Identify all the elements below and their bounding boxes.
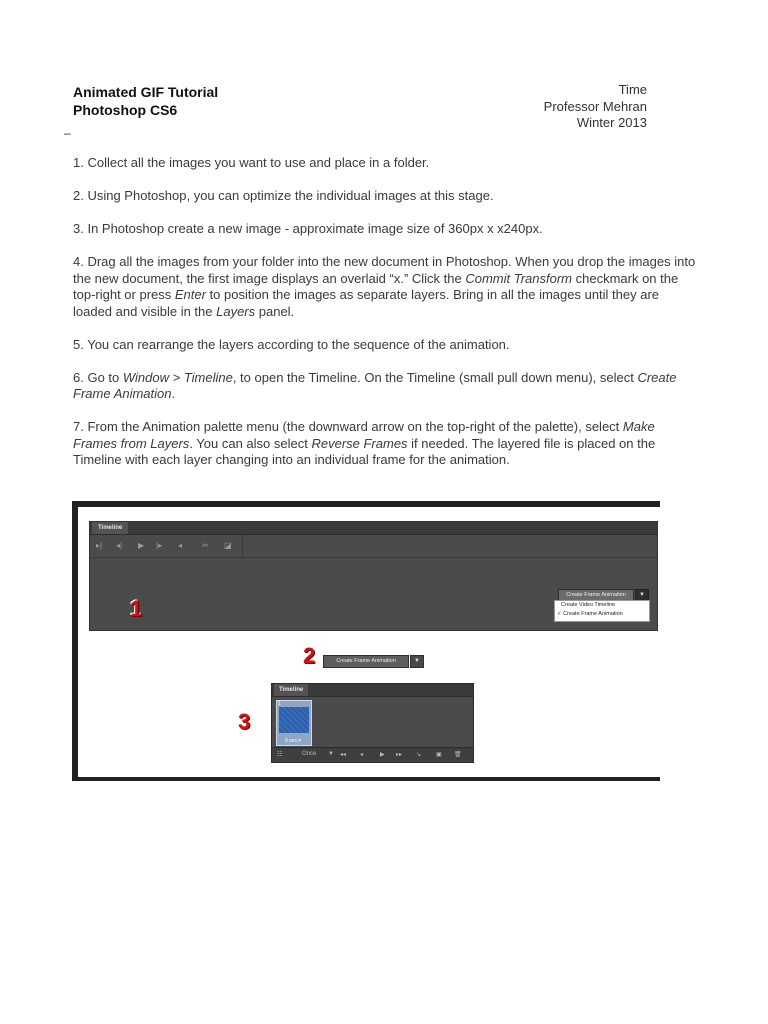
duplicate-frame-icon[interactable]: ▣	[436, 752, 442, 758]
next-frame-icon-3[interactable]: ▸▸	[396, 752, 403, 758]
step-7-reverse-frames: Reverse Frames	[311, 435, 408, 451]
play-icon-3[interactable]: ▶	[380, 752, 385, 758]
tween-icon[interactable]: ↘	[416, 752, 422, 758]
loop-select[interactable]: Once	[302, 751, 317, 757]
playback-controls	[90, 535, 243, 558]
step-4-text: to position the images as separate layers. Bring in all the images until they are loaded and visible in the	[73, 287, 660, 319]
figure-border-bottom	[72, 777, 660, 781]
document-subtitle: Photoshop CS6	[73, 102, 178, 118]
previous-frame-icon[interactable]: ◂|	[116, 541, 123, 550]
step-4	[73, 254, 701, 320]
scissors-icon[interactable]: ✂	[202, 541, 209, 550]
figure-border-left	[72, 501, 78, 781]
timeline-tabbar-3	[272, 684, 473, 697]
frame-number: 1	[278, 701, 281, 707]
timeline-ruler	[242, 535, 657, 558]
menu-item-create-video-timeline[interactable]: Create Video Timeline	[561, 602, 616, 608]
convert-timeline-icon[interactable]: ☷	[277, 752, 283, 758]
instructions-body	[73, 155, 701, 485]
loop-dropdown-icon[interactable]: ▼	[328, 751, 334, 757]
step-7-text: if needed. The layered file is placed on the Timeline with each layer changing into an individual frame for the animation.	[73, 435, 656, 467]
step-4-layers: Layers	[216, 303, 256, 319]
document-header-right	[544, 82, 647, 132]
marker-2: 2	[303, 643, 316, 668]
timeline-screenshot-figure	[72, 501, 660, 781]
step-6-create-frame-animation: Create Frame Animation	[73, 369, 677, 401]
first-frame-icon[interactable]: ▸|	[96, 541, 103, 550]
step-6-text: .	[171, 386, 176, 401]
step-6	[73, 370, 701, 403]
document-title: Animated GIF Tutorial	[73, 84, 219, 100]
step-4-text: checkmark on the top-right or press	[73, 270, 679, 302]
tab-timeline-3[interactable]: Timeline	[274, 684, 308, 696]
step-7-text: 7. From the Animation palette menu (the downward arrow on the top-right of the palette), select	[73, 419, 623, 434]
document-header-left	[73, 83, 218, 119]
step-6-window-timeline: Window > Timeline	[122, 369, 233, 385]
frame-delay-select[interactable]: 0 sec.▾	[285, 738, 301, 744]
dropdown-arrow-icon-2[interactable]: ▼	[410, 655, 424, 668]
animation-frame[interactable]	[276, 700, 312, 746]
step-1: 1. Collect all the images you want to use and place in a folder.	[73, 155, 430, 170]
dropdown-arrow-icon[interactable]: ▼	[635, 589, 649, 601]
header-time: Time	[618, 82, 647, 97]
timeline-tabbar	[90, 522, 657, 535]
create-frame-animation-button-2[interactable]: Create Frame Animation	[323, 655, 409, 668]
create-frame-animation-button[interactable]: Create Frame Animation	[558, 589, 634, 601]
step-2: 2. Using Photoshop, you can optimize the individual images at this stage.	[73, 188, 494, 203]
step-7-make-frames: Make Frames from Layers	[73, 419, 655, 451]
transition-icon[interactable]: ◪	[224, 541, 232, 550]
marker-1: 1	[130, 596, 143, 621]
header-term: Winter 2013	[576, 115, 647, 130]
timeline-panel-1	[89, 521, 658, 631]
previous-frame-icon-3[interactable]: ◂	[360, 752, 364, 758]
header-professor: Professor Mehran	[543, 98, 647, 114]
step-6-text: , to open the Timeline. On the Timeline (small pull down menu), select	[232, 369, 638, 385]
step-4-text: 4. Drag all the images from your folder into the new document in Photoshop. When you drop the images into the new document, the first image displays an overlaid “x.” Click the	[73, 254, 696, 286]
header-dash: –	[64, 126, 71, 140]
step-5: 5. You can rearrange the layers according to the sequence of the animation.	[73, 336, 510, 352]
step-3: 3. In Photoshop create a new image - approximate image size of 360px x x240px.	[73, 221, 543, 236]
next-frame-icon[interactable]: |▸	[156, 541, 163, 550]
step-4-enter: Enter	[174, 287, 206, 302]
menu-item-create-frame-animation[interactable]: ✓ Create Frame Animation	[557, 611, 623, 617]
timeline-panel-3	[271, 683, 474, 763]
step-4-commit-transform: Commit Transform	[465, 270, 572, 286]
audio-icon[interactable]: ◂	[178, 541, 183, 550]
first-frame-icon-3[interactable]: ◂◂	[340, 752, 347, 758]
tab-timeline[interactable]: Timeline	[92, 522, 128, 534]
step-4-text: panel.	[255, 303, 295, 319]
frame-thumbnail	[279, 707, 309, 733]
step-7-text: . You can also select	[189, 435, 312, 451]
step-7	[73, 419, 701, 469]
figure-border-top	[72, 501, 660, 507]
play-icon[interactable]: ▶	[138, 541, 145, 550]
timeline-mode-menu	[554, 600, 650, 622]
step-6-text: 6. Go to	[73, 369, 123, 385]
marker-3: 3	[238, 709, 251, 734]
delete-frame-icon[interactable]: 🗑	[454, 752, 462, 758]
frame-controls	[272, 747, 473, 762]
